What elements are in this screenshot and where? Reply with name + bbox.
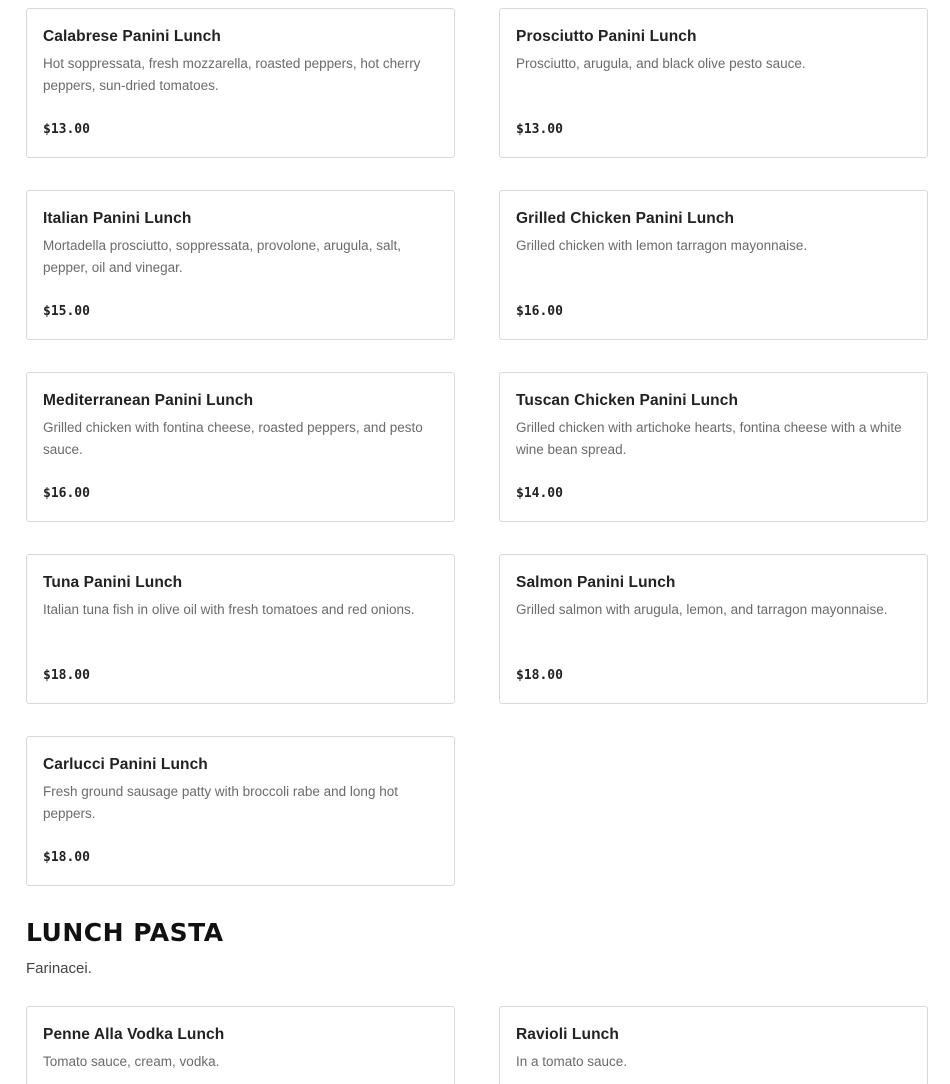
menu-item-card[interactable]: [499, 554, 928, 704]
menu-item-title: Tuscan Chicken Panini Lunch: [516, 392, 739, 409]
menu-item-price: $13.00: [516, 122, 563, 137]
menu-item-description: Mortadella prosciutto, soppressata, provolone, arugula, salt, pepper, oil and vinegar.: [43, 238, 401, 275]
menu-item-card[interactable]: [499, 1006, 928, 1084]
menu-item-price: $18.00: [43, 850, 90, 865]
menu-item-description: In a tomato sauce.: [516, 1054, 628, 1069]
menu-item-card[interactable]: [26, 372, 455, 522]
menu-item-description: Grilled chicken with artichoke hearts, fontina cheese with a white wine bean spread.: [516, 420, 902, 457]
menu-item-card[interactable]: [499, 372, 928, 522]
menu-item-title: Ravioli Lunch: [516, 1026, 619, 1043]
menu-item-price: $18.00: [43, 668, 90, 683]
menu-item-card[interactable]: [26, 190, 455, 340]
menu-item-description: Italian tuna fish in olive oil with fresh tomatoes and red onions.: [43, 602, 415, 617]
menu-item-description: Fresh ground sausage patty with broccoli rabe and long hot peppers.: [43, 784, 398, 821]
menu-item-title: Penne Alla Vodka Lunch: [43, 1026, 225, 1043]
menu-item-price: $15.00: [43, 304, 90, 319]
menu-item-card[interactable]: [26, 1006, 455, 1084]
menu-item-description: Grilled salmon with arugula, lemon, and tarragon mayonnaise.: [516, 602, 888, 617]
menu-item-description: Tomato sauce, cream, vodka.: [43, 1054, 220, 1069]
menu-item-card[interactable]: [26, 554, 455, 704]
menu-item-title: Italian Panini Lunch: [43, 210, 192, 227]
menu-item-description: Prosciutto, arugula, and black olive pesto sauce.: [516, 56, 806, 71]
section-subtitle: Farinacei.: [26, 960, 92, 977]
menu-item-card[interactable]: [499, 8, 928, 158]
menu-item-title: Tuna Panini Lunch: [43, 574, 183, 591]
menu-item-card[interactable]: [26, 736, 455, 886]
menu-item-title: Salmon Panini Lunch: [516, 574, 676, 591]
menu-item-price: $14.00: [516, 486, 563, 501]
menu-item-title: Mediterranean Panini Lunch: [43, 392, 254, 409]
menu-item-price: $16.00: [516, 304, 563, 319]
menu-item-title: Carlucci Panini Lunch: [43, 756, 208, 773]
menu-item-card[interactable]: [26, 8, 455, 158]
section-title: LUNCH PASTA: [26, 918, 224, 947]
menu-item-description: Grilled chicken with lemon tarragon mayonnaise.: [516, 238, 808, 253]
menu-item-description: Grilled chicken with fontina cheese, roasted peppers, and pesto sauce.: [43, 420, 423, 457]
menu-item-title: Grilled Chicken Panini Lunch: [516, 210, 735, 227]
menu-item-price: $18.00: [516, 668, 563, 683]
menu-item-price: $13.00: [43, 122, 90, 137]
menu-item-title: Prosciutto Panini Lunch: [516, 28, 697, 45]
menu-item-description: Hot soppressata, fresh mozzarella, roasted peppers, hot cherry peppers, sun-dried tomatoes.: [43, 56, 421, 93]
menu-item-title: Calabrese Panini Lunch: [43, 28, 221, 45]
menu-item-price: $16.00: [43, 486, 90, 501]
menu-item-card[interactable]: [499, 190, 928, 340]
